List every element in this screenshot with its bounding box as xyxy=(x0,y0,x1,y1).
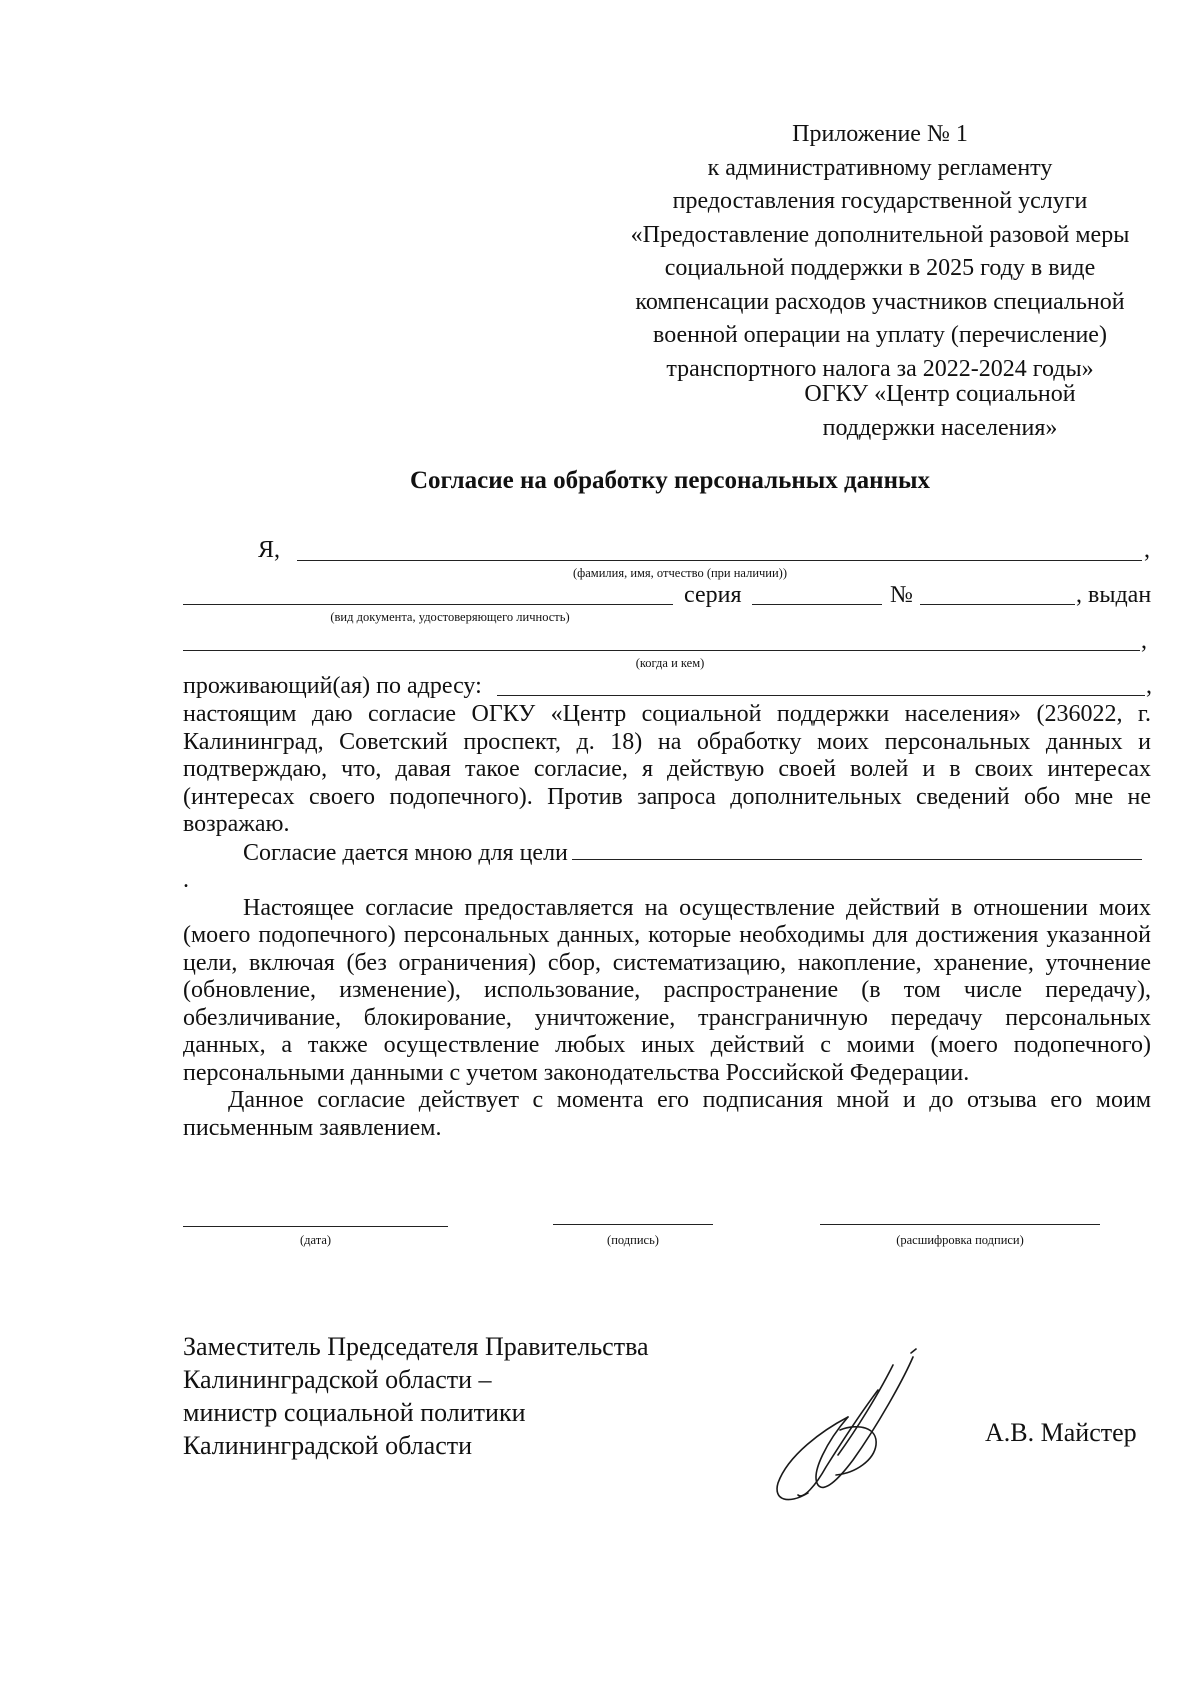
addressee-line: поддержки населения» xyxy=(822,414,1058,441)
issued-when-who-field[interactable] xyxy=(183,650,1140,651)
when-who-hint: (когда и кем) xyxy=(635,656,705,670)
number-field[interactable] xyxy=(920,604,1075,605)
fio-field[interactable] xyxy=(297,560,1142,561)
position-line: Заместитель Председателя Правительства xyxy=(183,1332,649,1361)
document-type-field[interactable] xyxy=(183,604,673,605)
fio-hint: (фамилия, имя, отчество (при наличии)) xyxy=(572,566,787,580)
series-field[interactable] xyxy=(752,604,882,605)
address-label: проживающий(ая) по адресу: xyxy=(183,673,482,699)
purpose-end: . xyxy=(183,867,189,893)
number-label: № xyxy=(890,582,913,608)
appendix-header xyxy=(600,118,1160,386)
position-line: министр социальной политики xyxy=(183,1398,526,1427)
appendix-line: военной операции на уплату (перечисление) xyxy=(653,322,1107,348)
appendix-line: компенсации расходов участников специальной xyxy=(635,288,1125,315)
signature-decoding-field[interactable] xyxy=(820,1224,1100,1225)
signatory-name: А.В. Майстер xyxy=(985,1418,1137,1447)
document-title: Согласие на обработку персональных данных xyxy=(409,467,930,494)
consent-paragraph: настоящим даю согласие ОГКУ «Центр социальной поддержки населения» (236022, г. Калининград, Советский проспект, д. 18) на обработку моих персональных данных и подтверждаю, что, давая такое согласие, я действую своей волей и в своих интересах (интересах своего подопечного). Против запроса дополнительных сведений обо мне не возражаю. xyxy=(183,701,1151,837)
addressee xyxy=(760,378,1120,445)
address-comma: , xyxy=(1146,673,1152,699)
fio-comma: , xyxy=(1144,537,1150,563)
appendix-line: к административному регламенту xyxy=(707,154,1053,181)
position-line: Калининградской области xyxy=(183,1431,473,1460)
position-line: Калининградской области – xyxy=(183,1365,492,1394)
actions-paragraph: Настоящее согласие предоставляется на осуществление действий в отношении моих (моего подопечного) персональных данных, которые необходимы для достижения указанной цели, включая (без ограничения) сбор, систематизацию, накопление, хранение, уточнение (обновление, изменение), использование, распространение (в том числе передачу), обезличивание, блокирование, уничтожение, трансграничную передачу персональных данных, а также осуществление любых иных действий с моими (моего подопечного) персональными данными с учетом законодательства Российской Федерации. xyxy=(183,894,1151,1086)
signature-field[interactable] xyxy=(553,1224,713,1225)
addressee-line: ОГКУ «Центр социальной xyxy=(804,381,1076,407)
date-hint: (дата) xyxy=(299,1233,332,1247)
purpose-label: Согласие дается мною для цели xyxy=(243,839,568,866)
address-field[interactable] xyxy=(497,695,1145,696)
i-label: Я, xyxy=(258,537,281,563)
validity-paragraph: Данное согласие действует с момента его подписания мной и до отзыва его моим письменным заявлением. xyxy=(183,1087,1151,1141)
issued-label: , выдан xyxy=(1076,582,1152,608)
decoding-hint: (расшифровка подписи) xyxy=(896,1233,1024,1247)
appendix-line: социальной поддержки в 2025 году в виде xyxy=(664,255,1096,281)
document-type-hint: (вид документа, удостоверяющего личность) xyxy=(330,610,570,624)
appendix-line: транспортного налога за 2022-2024 годы» xyxy=(666,355,1094,382)
series-label: серия xyxy=(684,582,742,608)
purpose-field[interactable] xyxy=(572,839,1142,860)
consent-body xyxy=(183,701,1151,1142)
signatory-position xyxy=(183,1330,649,1462)
purpose-paragraph xyxy=(183,839,1151,895)
issued-comma: , xyxy=(1141,628,1147,654)
appendix-line: Приложение № 1 xyxy=(792,121,968,147)
appendix-line: «Предоставление дополнительной разовой меры xyxy=(630,221,1130,248)
date-field[interactable] xyxy=(183,1226,448,1227)
appendix-line: предоставления государственной услуги xyxy=(672,188,1088,214)
handwritten-signature xyxy=(728,1335,948,1515)
signature-hint: (подпись) xyxy=(607,1233,659,1247)
